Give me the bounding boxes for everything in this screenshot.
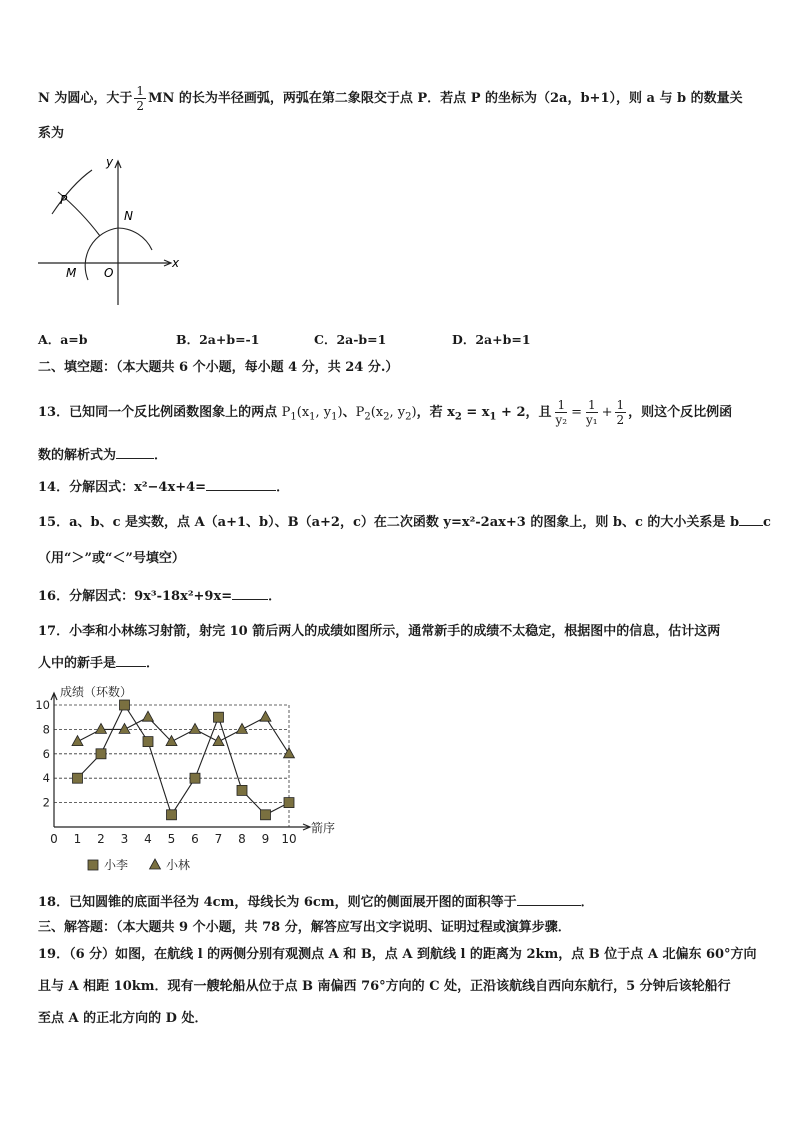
series-1-point xyxy=(120,700,130,710)
series-2-point xyxy=(190,723,201,733)
x-tick-label: 2 xyxy=(97,832,105,846)
q13-p1-sub: 1 xyxy=(290,411,297,423)
q16-text: 16．分解因式：9x³-18x²+9x= xyxy=(38,589,233,604)
q14-line xyxy=(38,478,758,498)
q13-p2: P xyxy=(355,405,365,420)
q12-line1 xyxy=(38,84,758,113)
q13-p2-end: ) xyxy=(411,405,417,420)
q13-p1-c2: 1 xyxy=(331,411,338,423)
label-x: x xyxy=(172,256,180,270)
q18-end: ． xyxy=(580,895,594,910)
q12-coordinate-figure xyxy=(30,150,190,310)
q13-p2-mid: , y xyxy=(389,405,406,420)
x-tick-label: 5 xyxy=(167,832,176,846)
q16-answer-blank[interactable] xyxy=(232,587,268,600)
q13-p1-mid: , y xyxy=(315,405,332,420)
q17-answer-blank[interactable] xyxy=(116,654,146,667)
series-2-point xyxy=(284,748,295,758)
x-tick-label: 4 xyxy=(144,832,152,846)
q13-f3-num: 1 xyxy=(616,398,625,412)
q12-text-post: MN 的长为半径画弧，两弧在第二象限交于点 P．若点 P 的坐标为（2a，b+1），则 a 与 b 的数量关 xyxy=(148,91,743,106)
q13-p1: P xyxy=(281,405,291,420)
q13-p1-c1: 1 xyxy=(309,411,316,423)
x-tick-label: 7 xyxy=(214,832,223,846)
x-tick-label: 10 xyxy=(281,832,297,846)
q16-end: ． xyxy=(268,589,282,604)
q19-line2: 且与 A 相距 10km．现有一艘轮船从位于点 B 南偏西 76°方向的 C 处，正沿该航线自西向东航行，5 分钟后该轮船行 xyxy=(38,979,731,994)
q19-line1: 19．（6 分）如图，在航线 l 的两侧分别有观测点 A 和 B，点 A 到航线 l 的距离为 2km，点 B 位于点 A 北偏东 60°方向 xyxy=(38,947,757,962)
y-tick-label: 8 xyxy=(42,722,50,737)
q13-f2-den: y₁ xyxy=(586,413,598,427)
series-1-point xyxy=(96,749,106,759)
q18-answer-blank[interactable] xyxy=(517,893,581,906)
q13-plus: + xyxy=(601,405,613,420)
q13-frac-3 xyxy=(615,398,627,427)
q13-cond-end: + 2，且 xyxy=(496,405,552,420)
series-2-point xyxy=(237,723,248,733)
series-1-point xyxy=(167,810,177,820)
q15-text: 15．a、b、c 是实数，点 A（a+1、b）、B（a+2，c）在二次函数 y=x²-2ax+3 的图象上，则 b、c 的大小关系是 b xyxy=(38,515,740,530)
arc-around-n xyxy=(118,228,152,250)
q13-cond: ，若 x xyxy=(416,405,455,420)
q13-p2-c2: 2 xyxy=(405,411,412,423)
q13-frac-2 xyxy=(584,398,600,427)
q14-answer-blank[interactable] xyxy=(206,478,276,491)
y-tick-label: 2 xyxy=(42,795,50,810)
label-p: P xyxy=(60,193,68,207)
label-o: O xyxy=(104,266,114,280)
q12-text-pre: N 为圆心，大于 xyxy=(38,91,133,106)
series-2-point xyxy=(213,736,224,746)
q13-text-post: ，则这个反比例函 xyxy=(628,405,733,420)
q15-line1-end: c xyxy=(763,515,771,530)
score-line-chart xyxy=(30,680,350,880)
series-1-point xyxy=(237,785,247,795)
q12-fraction xyxy=(134,84,146,113)
q15-line2: （用“＞”或“＜”号填空） xyxy=(38,551,185,566)
series-1-point xyxy=(214,712,224,722)
q13-line2 xyxy=(38,446,758,466)
q17-line1: 17．小李和小林练习射箭，射完 10 箭后两人的成绩如图所示，通常新手的成绩不太稳定，根据图中的信息，估计这两 xyxy=(38,624,721,639)
q19-line3: 至点 A 的正北方向的 D 处． xyxy=(38,1011,208,1026)
x-tick-label: 0 xyxy=(50,832,58,846)
x-tick-label: 8 xyxy=(238,832,246,846)
q13-eq: = xyxy=(571,405,582,420)
q13-cond-sub2: 1 xyxy=(489,411,497,423)
q12-option-c: C．2a-b=1 xyxy=(314,332,387,347)
series-1-point xyxy=(73,773,83,783)
q12-option-b: B．2a+b=-1 xyxy=(176,332,260,347)
q13-point-p2 xyxy=(355,405,417,423)
q12-option-a: A．a=b xyxy=(38,332,88,347)
legend-square-icon xyxy=(88,860,98,870)
q18-line xyxy=(38,893,758,913)
y-tick-label: 10 xyxy=(35,698,50,712)
q13-f1-num: 1 xyxy=(557,398,566,412)
q12-line2: 系为 xyxy=(38,126,65,141)
label-y: y xyxy=(106,155,114,169)
series-1-point xyxy=(190,773,200,783)
q17-line2-end: ． xyxy=(146,656,160,671)
section-3-heading: 三、解答题：（本大题共 9 个小题，共 78 分，解答应写出文字说明、证明过程或演算步骤． xyxy=(38,920,571,935)
q13-f3-den: 2 xyxy=(616,413,625,427)
q13-cond-mid: = x xyxy=(461,405,490,420)
label-n: N xyxy=(124,209,133,223)
q13-f1-den: y₂ xyxy=(555,413,568,427)
y-tick-label: 6 xyxy=(42,746,50,761)
x-tick-label: 9 xyxy=(261,832,270,846)
q17-line2-text: 人中的新手是 xyxy=(38,656,117,671)
q14-text: 14．分解因式：x²−4x+4= xyxy=(38,480,207,495)
legend-label-series-2: 小林 xyxy=(166,858,191,872)
section-2-heading: 二、填空题：（本大题共 6 个小题，每小题 4 分，共 24 分.） xyxy=(38,360,399,375)
series-2-point xyxy=(72,736,83,746)
series-1-point xyxy=(284,798,294,808)
series-1-point xyxy=(143,737,153,747)
y-axis-label: 成绩（环数） xyxy=(60,685,133,699)
q13-line1 xyxy=(38,398,758,432)
q15-line1 xyxy=(38,513,771,533)
q12-frac-den: 2 xyxy=(136,99,145,113)
q13-text-pre: 13．已知同一个反比例函数图象上的两点 xyxy=(38,405,282,420)
x-tick-label: 3 xyxy=(120,832,129,846)
q13-answer-blank[interactable] xyxy=(116,446,154,459)
x-axis-label: 箭序 xyxy=(311,821,336,835)
q13-cond-sub1: 2 xyxy=(454,411,462,423)
q15-answer-blank[interactable] xyxy=(739,513,763,526)
q13-point-p1 xyxy=(281,405,343,423)
legend-label-series-1: 小李 xyxy=(104,858,129,872)
q13-f2-num: 1 xyxy=(587,398,596,412)
q13-frac-1 xyxy=(554,398,570,427)
q17-line2 xyxy=(38,654,758,674)
q13-p2-sub: 2 xyxy=(364,411,371,423)
q13-p1-end: ) xyxy=(337,405,343,420)
series-2-point xyxy=(260,711,271,721)
q12-frac-num: 1 xyxy=(136,84,145,98)
series-2-point xyxy=(119,723,130,733)
q16-line xyxy=(38,587,758,607)
q13-line2-end: ． xyxy=(154,448,168,463)
q13-line2-text: 数的解析式为 xyxy=(38,448,117,463)
legend-triangle-icon xyxy=(150,859,161,869)
q13-p1-coord: (x xyxy=(296,405,310,420)
q13-sep: 、 xyxy=(342,405,356,420)
q14-end: ． xyxy=(276,480,290,495)
q13-p2-coord: (x xyxy=(370,405,384,420)
series-1-point xyxy=(261,810,271,820)
y-tick-label: 4 xyxy=(42,771,50,786)
q12-option-d: D．2a+b=1 xyxy=(452,332,531,347)
q18-text: 18．已知圆锥的底面半径为 4cm，母线长为 6cm，则它的侧面展开图的面积等于 xyxy=(38,895,517,910)
series-2-point xyxy=(143,711,154,721)
q13-p2-c1: 2 xyxy=(383,411,390,423)
label-m: M xyxy=(66,266,77,280)
x-tick-label: 1 xyxy=(73,832,82,846)
x-tick-label: 6 xyxy=(191,832,199,846)
series-2-point xyxy=(96,723,107,733)
